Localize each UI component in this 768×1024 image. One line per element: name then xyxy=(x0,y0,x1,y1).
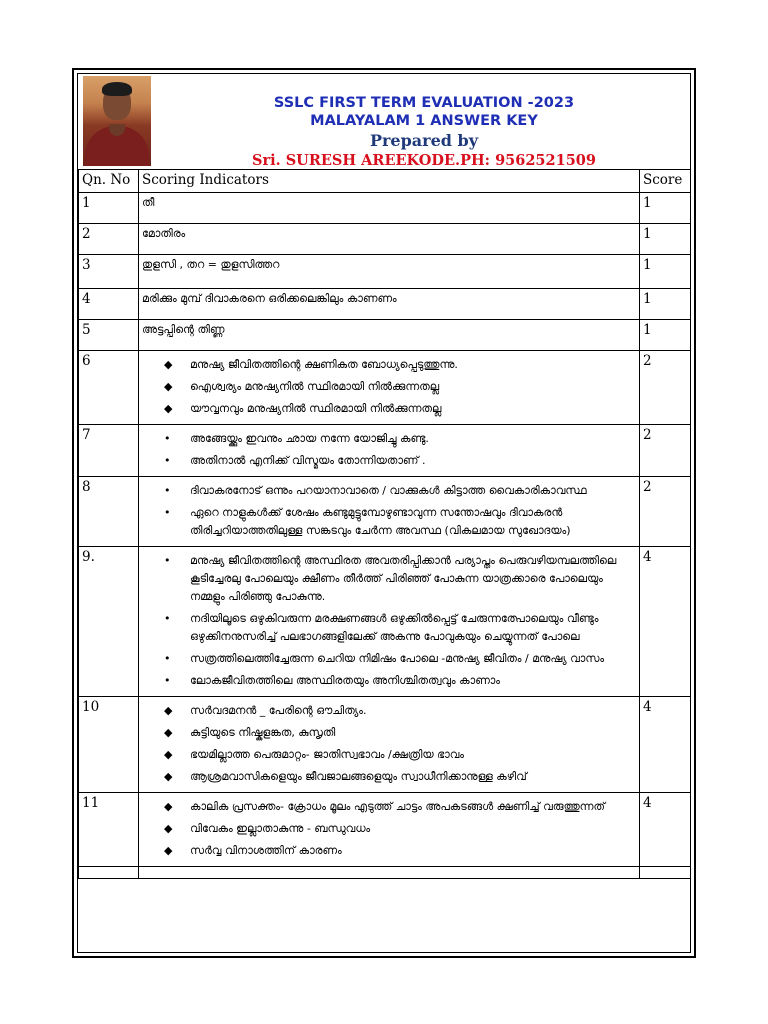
question-number: 7 xyxy=(79,425,139,477)
round-bullet-icon: • xyxy=(164,432,171,445)
scoring-point-text: ദിവാകരനോട് ഒന്നും പറയാനാവാതെ / വാക്കുകൾ കിട്ടാത്ത വൈകാരികാവസ്ഥ xyxy=(190,484,587,497)
score-value: 2 xyxy=(640,477,691,547)
question-number: 9. xyxy=(79,547,139,697)
page-frame xyxy=(72,68,696,958)
scoring-indicator-cell xyxy=(139,547,640,697)
empty-cell xyxy=(79,867,139,879)
scoring-point-text: മനുഷ്യ ജീവിതത്തിന്റെ അസ്ഥിരത അവതരിപ്പിക്കാൻ പര്യാപ്തം പെരുവഴിയമ്പലത്തിലെ കൂടിച്ചേരലു പോലെയും ക്ഷീണം തീർത്ത് പിരിഞ്ഞ് പോകുന്ന യാത്രക്കാരെ പോലെയും നമ്മളും പിരിഞ്ഞു പോകുന്നു. xyxy=(190,554,617,603)
list-item xyxy=(164,356,636,374)
score-value: 1 xyxy=(640,289,691,320)
score-value: 1 xyxy=(640,320,691,351)
scoring-indicator-cell xyxy=(139,697,640,793)
list-item xyxy=(164,378,636,396)
title-block xyxy=(168,94,680,171)
column-header-score: Score xyxy=(640,170,691,193)
column-header-qn: Qn. No xyxy=(79,170,139,193)
question-number: 11 xyxy=(79,793,139,867)
score-value: 1 xyxy=(640,193,691,224)
answer-key-title: MALAYALAM 1 ANSWER KEY xyxy=(310,113,538,129)
question-number: 8 xyxy=(79,477,139,547)
scoring-indicator-cell: മരിക്കും മുമ്പ് ദിവാകരനെ ഒരിക്കലെങ്കിലും കാണണം xyxy=(139,289,640,320)
author-photo xyxy=(83,76,151,166)
list-item xyxy=(164,820,636,838)
round-bullet-icon: • xyxy=(164,554,171,567)
table-header-row xyxy=(79,170,691,193)
table-row xyxy=(79,224,691,255)
diamond-bullet-icon: ◆ xyxy=(164,358,173,371)
list-item xyxy=(164,400,636,418)
scoring-point-text: ആശ്രമവാസികളെയും ജീവജാലങ്ങളെയും സ്വാധീനിക്കാനുള്ള കഴിവ് xyxy=(190,770,527,783)
answer-key-table xyxy=(78,169,691,879)
round-bullet-icon: • xyxy=(164,674,171,687)
round-bullet-icon: • xyxy=(164,612,171,625)
scoring-indicator-cell: തീ xyxy=(139,193,640,224)
list-item xyxy=(164,702,636,720)
table-row xyxy=(79,320,691,351)
list-item xyxy=(164,452,636,470)
scoring-point-text: വിവേകം ഇല്ലാതാകുന്നു - ബന്ധുവധം xyxy=(190,822,371,835)
scoring-point-text: ഐശ്വര്യം മനുഷ്യനിൽ സ്ഥിരമായി നിൽക്കുന്നതല്ല xyxy=(190,380,440,393)
round-bullet-icon: • xyxy=(164,484,171,497)
scoring-indicator-cell xyxy=(139,425,640,477)
scoring-indicator-cell xyxy=(139,793,640,867)
score-value: 1 xyxy=(640,255,691,289)
diamond-bullet-icon: ◆ xyxy=(164,748,173,761)
diamond-bullet-icon: ◆ xyxy=(164,844,173,857)
scoring-points-list xyxy=(142,356,636,418)
scoring-points-list xyxy=(142,482,636,540)
scoring-point-text: നദിയിലൂടെ ഒഴുകിവരുന്ന മരക്ഷണങ്ങൾ ഒഴുക്കിൽപ്പെട്ട് ചേരുന്നത്പോലെയും വീണ്ടും ഒഴുക്കിനനുസരിച്ച് പലഭാഗങ്ങളിലേക്ക് അകന്നു പോവുകയും ചെയ്യുന്നത് പോലെ xyxy=(190,612,599,643)
table-row xyxy=(79,193,691,224)
diamond-bullet-icon: ◆ xyxy=(164,822,173,835)
scoring-point-text: ഭയമില്ലാത്ത പെരുമാറ്റം- ജാതിസ്വഭാവം /ക്ഷത്രിയ ഭാവം xyxy=(190,748,464,761)
question-number: 3 xyxy=(79,255,139,289)
question-number: 2 xyxy=(79,224,139,255)
question-number: 10 xyxy=(79,697,139,793)
photo-hair xyxy=(102,82,132,96)
score-value: 1 xyxy=(640,224,691,255)
list-item xyxy=(164,482,636,500)
list-item xyxy=(164,552,636,606)
table-body xyxy=(79,193,691,879)
document-header xyxy=(78,74,690,169)
exam-title: SSLC FIRST TERM EVALUATION -2023 xyxy=(273,95,575,111)
list-item xyxy=(164,724,636,742)
scoring-point-text: ഏറെ നാളുകൾക്ക് ശേഷം കണ്ടുമുട്ടുമ്പോഴുണ്ടാവുന്ന സന്തോഷവും ദിവാകരൻ തിരിച്ചറിയാത്തതിലുള്ള സങ്കടവും ചേർന്ന അവസ്ഥ (വികലമായ സുഖോദയം) xyxy=(190,506,571,537)
round-bullet-icon: • xyxy=(164,652,171,665)
table-row xyxy=(79,351,691,425)
table-row xyxy=(79,547,691,697)
inner-frame xyxy=(77,73,691,953)
scoring-points-list xyxy=(142,552,636,690)
table-row xyxy=(79,793,691,867)
list-item xyxy=(164,842,636,860)
scoring-point-text: സർവദമനൻ _ പേരിന്റെ ഔചിത്യം. xyxy=(190,704,367,717)
table-row-empty xyxy=(79,867,691,879)
diamond-bullet-icon: ◆ xyxy=(164,380,173,393)
scoring-points-list xyxy=(142,798,636,860)
question-number: 4 xyxy=(79,289,139,320)
author-line: Sri. SURESH AREEKODE.PH: 9562521509 xyxy=(252,152,596,169)
scoring-point-text: സത്രത്തിലെത്തിച്ചേരുന്ന ചെറിയ നിമിഷം പോലെ -മനുഷ്യ ജീവിതം / മനുഷ്യ വാസം xyxy=(190,652,605,665)
table-row xyxy=(79,425,691,477)
score-value: 4 xyxy=(640,697,691,793)
list-item xyxy=(164,610,636,646)
scoring-points-list xyxy=(142,702,636,786)
scoring-point-text: സർവ്വ വിനാശത്തിന് കാരണം xyxy=(190,844,342,857)
scoring-indicator-cell xyxy=(139,351,640,425)
scoring-points-list xyxy=(142,430,636,470)
diamond-bullet-icon: ◆ xyxy=(164,726,173,739)
diamond-bullet-icon: ◆ xyxy=(164,800,173,813)
score-value: 4 xyxy=(640,793,691,867)
column-header-indicators: Scoring Indicators xyxy=(139,170,640,193)
scoring-point-text: കുട്ടിയുടെ നിഷ്കളങ്കത, കുസൃതി xyxy=(190,726,336,739)
scoring-indicator-cell xyxy=(139,477,640,547)
scoring-point-text: അതിനാൽ എനിക്ക് വിസ്മയം തോന്നിയതാണ് . xyxy=(190,454,426,467)
score-value: 4 xyxy=(640,547,691,697)
scoring-point-text: ലോകജീവിതത്തിലെ അസ്ഥിരതയും അനിശ്ചിതത്വവും കാണാം xyxy=(190,674,500,687)
scoring-point-text: യൗവ്വനവും മനുഷ്യനിൽ സ്ഥിരമായി നിൽക്കുന്നതല്ല xyxy=(190,402,442,415)
diamond-bullet-icon: ◆ xyxy=(164,402,173,415)
list-item xyxy=(164,430,636,448)
score-value: 2 xyxy=(640,351,691,425)
table-row xyxy=(79,697,691,793)
scoring-point-text: അങ്ങേയ്ക്കും ഇവനും ഛായ നന്നേ യോജിച്ചു കണ്ടു. xyxy=(190,432,429,445)
table-row xyxy=(79,289,691,320)
empty-cell xyxy=(139,867,640,879)
table-row xyxy=(79,255,691,289)
round-bullet-icon: • xyxy=(164,506,171,519)
list-item xyxy=(164,798,636,816)
list-item xyxy=(164,768,636,786)
list-item xyxy=(164,746,636,764)
scoring-point-text: മനുഷ്യ ജീവിതത്തിന്റെ ക്ഷണികത ബോധ്യപ്പെടുത്തുന്നു. xyxy=(190,358,458,371)
round-bullet-icon: • xyxy=(164,454,171,467)
question-number: 1 xyxy=(79,193,139,224)
score-value: 2 xyxy=(640,425,691,477)
diamond-bullet-icon: ◆ xyxy=(164,704,173,717)
table-row xyxy=(79,477,691,547)
scoring-point-text: കാലിക പ്രസക്തം- ക്രോധം മൂലം എടുത്ത് ചാട്ടം അപകടങ്ങൾ ക്ഷണിച്ച് വരുത്തുന്നത് xyxy=(190,800,605,813)
scoring-indicator-cell: അട്ടപ്പിന്റെ തിണ്ണ xyxy=(139,320,640,351)
question-number: 6 xyxy=(79,351,139,425)
scoring-indicator-cell: തുളസി , തറ = തുളസിത്തറ xyxy=(139,255,640,289)
diamond-bullet-icon: ◆ xyxy=(164,770,173,783)
list-item xyxy=(164,650,636,668)
question-number: 5 xyxy=(79,320,139,351)
empty-cell xyxy=(640,867,691,879)
scoring-indicator-cell: മോതിരം xyxy=(139,224,640,255)
list-item xyxy=(164,672,636,690)
list-item xyxy=(164,504,636,540)
prepared-by: Prepared by xyxy=(369,131,479,150)
